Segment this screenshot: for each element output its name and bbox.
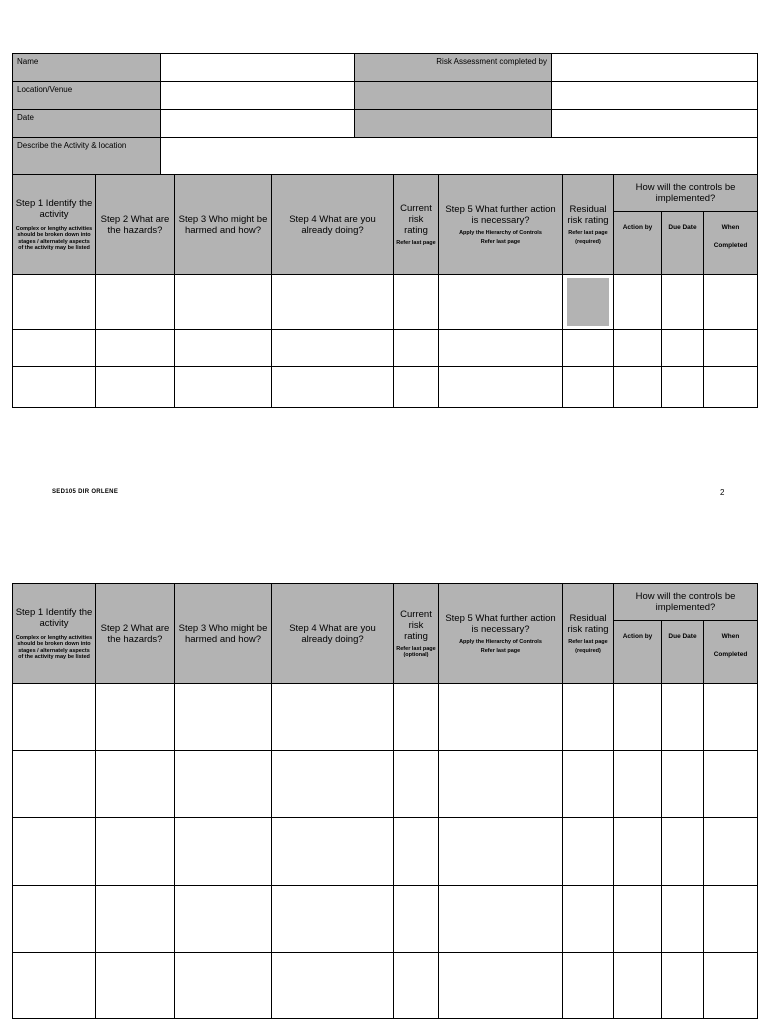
cell[interactable] [662,953,704,1019]
cell[interactable] [175,953,272,1019]
residual-cell-shaded[interactable] [563,275,614,330]
cell[interactable] [563,684,614,751]
controls-header: How will the controls be implemented? [614,175,758,212]
cell[interactable] [13,886,96,953]
cell[interactable] [563,818,614,886]
step4-header: Step 4 What are you already doing? [272,584,394,684]
blank-label-cell [355,82,552,110]
cell[interactable] [394,275,439,330]
name-label: Name [13,54,161,82]
action-by-header: Action by [614,621,662,684]
location-field[interactable] [161,82,355,110]
cell[interactable] [662,684,704,751]
cell[interactable] [439,330,563,367]
cell[interactable] [96,367,175,408]
name-field[interactable] [161,54,355,82]
cell[interactable] [614,367,662,408]
cell[interactable] [662,330,704,367]
cell[interactable] [704,275,758,330]
date-field[interactable] [161,110,355,138]
residual-risk-header: Residual risk rating Refer last page (required) [563,175,614,275]
cell[interactable] [13,275,96,330]
cell[interactable] [13,818,96,886]
cell[interactable] [439,818,563,886]
step1-header: Step 1 Identify the activity Complex or lengthy activities should be broken down into stages / alternately aspects of the activity may be listed [13,584,96,684]
blank-field[interactable] [552,82,758,110]
controls-header: How will the controls be implemented? [614,584,758,621]
table-row [13,275,758,330]
completed-by-field[interactable] [552,54,758,82]
cell[interactable] [439,684,563,751]
cell[interactable] [96,886,175,953]
table-row [13,953,758,1019]
cell[interactable] [704,953,758,1019]
cell[interactable] [394,953,439,1019]
cell[interactable] [175,818,272,886]
date-label: Date [13,110,161,138]
cell[interactable] [394,330,439,367]
when-completed-header: When Completed [704,212,758,275]
cell[interactable] [13,684,96,751]
cell[interactable] [272,818,394,886]
cell[interactable] [662,751,704,818]
cell[interactable] [704,684,758,751]
cell[interactable] [272,751,394,818]
cell[interactable] [272,330,394,367]
table-row [13,367,758,408]
step3-header: Step 3 Who might be harmed and how? [175,584,272,684]
due-date-header: Due Date [662,212,704,275]
cell[interactable] [614,818,662,886]
cell[interactable] [563,367,614,408]
blank-field-2[interactable] [552,110,758,138]
cell[interactable] [439,275,563,330]
cell[interactable] [96,751,175,818]
cell[interactable] [272,886,394,953]
cell[interactable] [614,330,662,367]
cell[interactable] [614,886,662,953]
action-by-header: Action by [614,212,662,275]
cell[interactable] [563,953,614,1019]
cell[interactable] [175,330,272,367]
cell[interactable] [662,886,704,953]
table-row [13,886,758,953]
due-date-header: Due Date [662,621,704,684]
risk-table-2 [12,583,758,1019]
current-risk-header: Current risk rating Refer last page [394,175,439,275]
cell[interactable] [662,367,704,408]
cell[interactable] [563,751,614,818]
cell[interactable] [13,330,96,367]
cell[interactable] [96,684,175,751]
residual-risk-header: Residual risk rating Refer last page (required) [563,584,614,684]
cell[interactable] [563,886,614,953]
cell[interactable] [272,953,394,1019]
blank-label-cell-2 [355,110,552,138]
cell[interactable] [704,818,758,886]
table-row [13,751,758,818]
cell[interactable] [96,818,175,886]
step4-header: Step 4 What are you already doing? [272,175,394,275]
cell[interactable] [175,751,272,818]
table-row [13,330,758,367]
cell[interactable] [704,751,758,818]
cell[interactable] [394,818,439,886]
cell[interactable] [394,684,439,751]
table-row [13,818,758,886]
cell[interactable] [175,684,272,751]
page-number: 2 [720,488,725,497]
cell[interactable] [563,330,614,367]
assessment-info-table [12,53,758,181]
location-label: Location/Venue [13,82,161,110]
cell[interactable] [439,886,563,953]
step2-header: Step 2 What are the hazards? [96,175,175,275]
cell[interactable] [13,953,96,1019]
cell[interactable] [394,886,439,953]
shaded-box [567,278,609,326]
cell[interactable] [614,953,662,1019]
step5-header: Step 5 What further action is necessary? Apply the Hierarchy of Controls Refer last page [439,175,563,275]
cell[interactable] [175,367,272,408]
step2-header: Step 2 What are the hazards? [96,584,175,684]
cell[interactable] [272,367,394,408]
cell[interactable] [394,751,439,818]
cell[interactable] [704,330,758,367]
step5-header: Step 5 What further action is necessary? Apply the Hierarchy of Controls Refer last page [439,584,563,684]
cell[interactable] [175,886,272,953]
cell[interactable] [394,367,439,408]
cell[interactable] [662,818,704,886]
cell[interactable] [13,367,96,408]
cell[interactable] [272,684,394,751]
cell[interactable] [614,684,662,751]
cell[interactable] [704,886,758,953]
cell[interactable] [614,751,662,818]
when-completed-header: When Completed [704,621,758,684]
cell[interactable] [439,953,563,1019]
cell[interactable] [704,367,758,408]
cell[interactable] [13,751,96,818]
footer-document-code: SED105 DIR ORLENE [52,489,119,495]
cell[interactable] [175,275,272,330]
cell[interactable] [662,275,704,330]
cell[interactable] [96,953,175,1019]
cell[interactable] [96,275,175,330]
describe-activity-label: Describe the Activity & location [13,138,161,181]
risk-table-1 [12,174,758,408]
completed-by-label: Risk Assessment completed by [355,54,552,82]
cell[interactable] [272,275,394,330]
step1-header: Step 1 Identify the activity Complex or lengthy activities should be broken down into stages / alternately aspects of the activity may be listed [13,175,96,275]
cell[interactable] [614,275,662,330]
current-risk-header: Current risk rating Refer last page (optional) [394,584,439,684]
cell[interactable] [439,751,563,818]
cell[interactable] [439,367,563,408]
step3-header: Step 3 Who might be harmed and how? [175,175,272,275]
cell[interactable] [96,330,175,367]
table-row [13,684,758,751]
